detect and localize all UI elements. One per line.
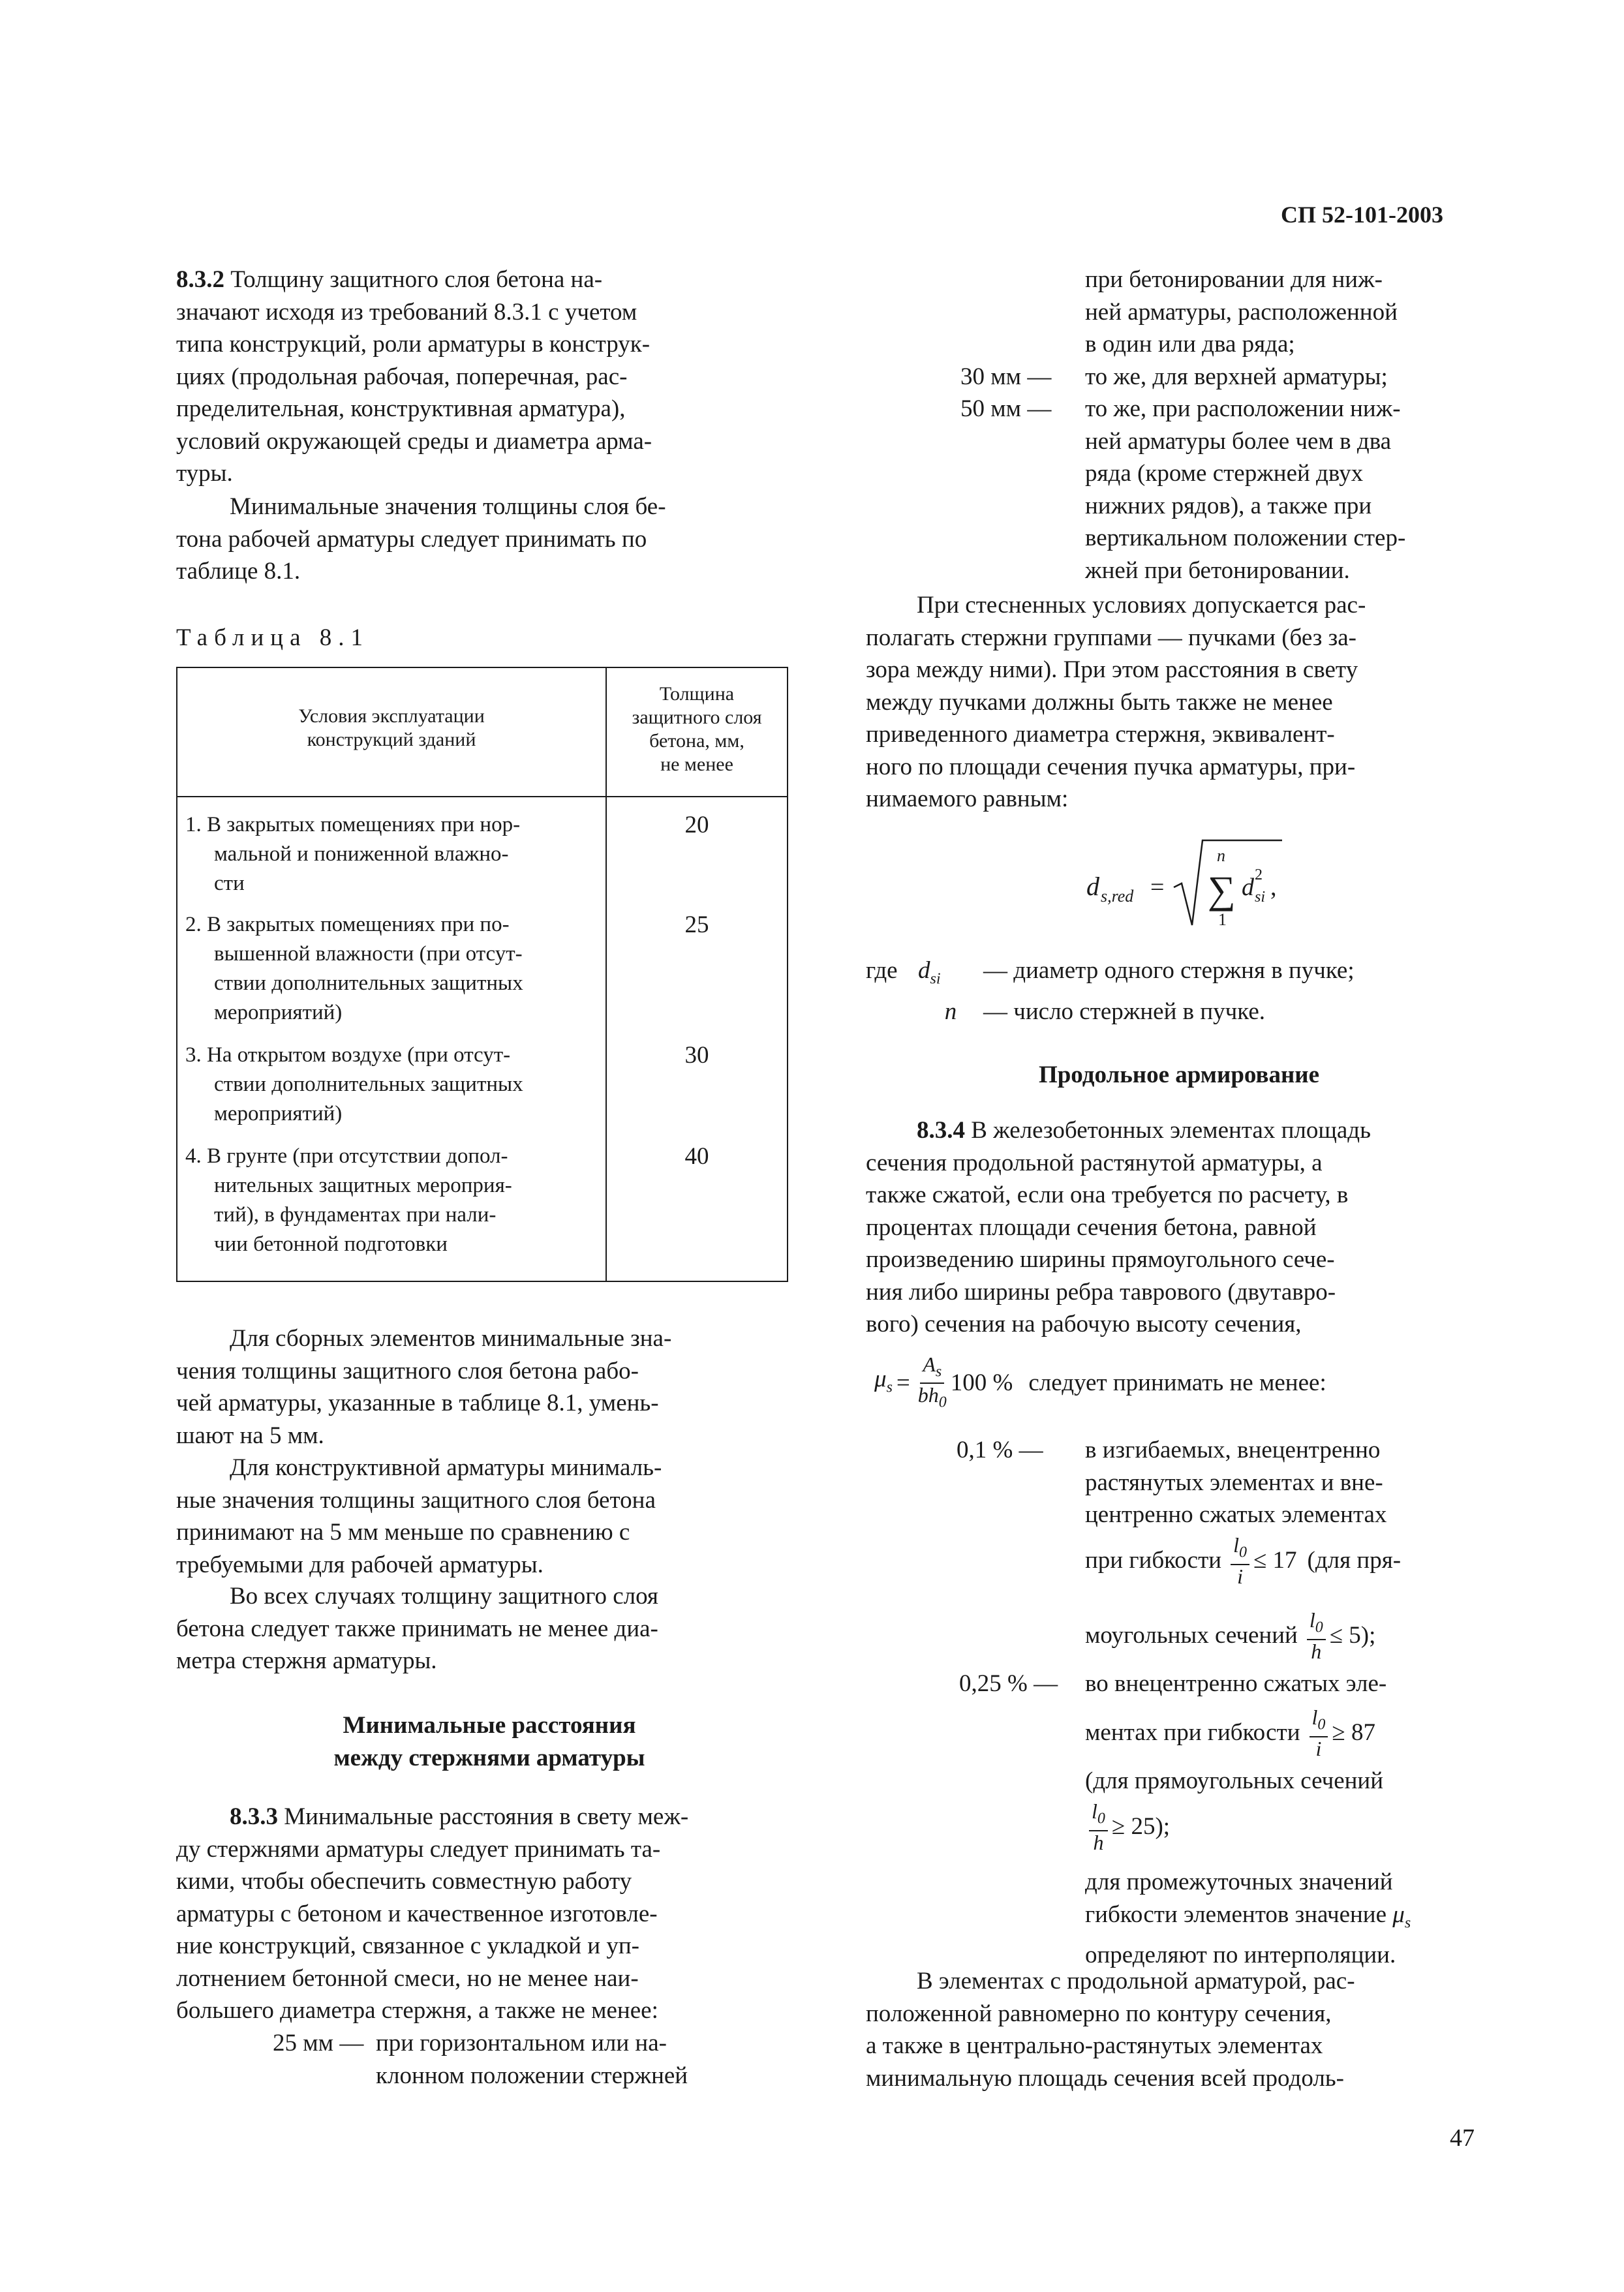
- line: также сжатой, если она требуется по расчету, в: [866, 1182, 1349, 1208]
- line: ряда (кроме стержней двух: [1085, 460, 1364, 487]
- line: а также в центрально-растянутых элементах: [866, 2032, 1323, 2059]
- line: сечения продольной растянутой арматуры, а: [866, 1149, 1323, 1176]
- slenderness-17-line: [1085, 1535, 1401, 1587]
- line: полагать стержни группами — пучками (без за-: [866, 624, 1356, 651]
- table-header-conditions: [177, 705, 605, 752]
- cell-line: 3. На открытом воздухе (при отсут-: [185, 1043, 511, 1067]
- cell-line: сти: [214, 872, 245, 895]
- line: значают исходя из требований 8.3.1 с учетом: [176, 298, 637, 326]
- line: нимаемого равным:: [866, 786, 1069, 812]
- table-header-divider: [177, 796, 787, 797]
- distance-25-text: [376, 2027, 806, 2092]
- formula-reduced-diameter: [1086, 835, 1334, 933]
- line: ней арматуры более чем в два: [1085, 427, 1392, 455]
- line: при бетонировании для ниж-: [1085, 266, 1383, 293]
- paragraph-precast: [176, 1322, 803, 1452]
- value-0-1-text: [1085, 1434, 1490, 1531]
- fraction-l0-i: $\frac{l_0}{i}$: [1310, 1706, 1328, 1759]
- text: ≥ 25);: [1111, 1813, 1171, 1841]
- percent-factor: 100 %: [950, 1369, 1013, 1397]
- line: нижних рядов), а также при: [1085, 492, 1372, 519]
- paragraph-bundles: [866, 589, 1492, 816]
- table-cell-value: 30: [684, 1042, 709, 1069]
- table-row: [185, 1041, 596, 1129]
- formula-graphic: [1086, 835, 1334, 933]
- text: моугольных сечений: [1085, 1622, 1298, 1649]
- header-line: не менее: [660, 754, 733, 775]
- text: при гибкости: [1085, 1547, 1222, 1574]
- line: таблице 8.1.: [176, 558, 301, 585]
- svg-text:=: =: [1150, 874, 1165, 901]
- value-0-25-line1: во внецентренно сжатых эле-: [1085, 1670, 1387, 1697]
- line: принимают на 5 мм меньше по сравнению с: [176, 1519, 630, 1546]
- line: Минимальные значения толщины слоя бе-: [230, 493, 666, 520]
- table-row: [185, 1142, 596, 1259]
- text: ментах при гибкости: [1085, 1719, 1300, 1747]
- paragraph-contour: [866, 1965, 1492, 2094]
- line: арматуры с бетоном и качественное изготовле-: [176, 1900, 658, 1927]
- document-code: СП 52-101-2003: [1281, 202, 1443, 228]
- value-0-25-line3: (для прямоугольных сечений: [1085, 1767, 1384, 1794]
- cell-line: ствии дополнительных защитных: [214, 1073, 523, 1096]
- fraction-l0-h: $\frac{l_0}{h}$: [1089, 1800, 1108, 1853]
- cell-line: тий), в фундаментах при нали-: [214, 1203, 497, 1227]
- rect-5-line: [1085, 1610, 1375, 1662]
- svg-text:s,red: s,red: [1101, 887, 1134, 906]
- cell-line: 2. В закрытых помещениях при по-: [185, 913, 510, 936]
- line: Толщину защитного слоя бетона на-: [230, 266, 603, 293]
- equals-sign: =: [896, 1369, 910, 1397]
- cell-line: чии бетонной подготовки: [214, 1232, 448, 1256]
- svg-text:1: 1: [1218, 910, 1227, 929]
- svg-text:2: 2: [1255, 866, 1263, 883]
- line: вого) сечения на рабочую высоту сечения,: [866, 1311, 1302, 1337]
- table-caption: Таблица 8.1: [176, 624, 369, 651]
- line: требуемыми для рабочей арматуры.: [176, 1551, 544, 1578]
- value-0-25-label: 0,25 % —: [959, 1670, 1058, 1697]
- paragraph-all-cases: [176, 1580, 803, 1677]
- line: жней при бетонировании.: [1085, 557, 1350, 584]
- paragraph-structural: [176, 1452, 803, 1581]
- text: ≤ 17: [1253, 1547, 1297, 1574]
- table-row: [185, 810, 596, 898]
- line: приведенного диаметра стержня, эквивалент-: [866, 721, 1335, 748]
- table-header-thickness: [607, 682, 787, 776]
- line: метра стержня арматуры.: [176, 1647, 437, 1674]
- line: Во всех случаях толщину защитного слоя: [230, 1583, 658, 1610]
- line: минимальную площадь сечения всей продоль-: [866, 2064, 1344, 2092]
- line: для промежуточных значений: [1085, 1869, 1393, 1895]
- svg-text:∑: ∑: [1208, 868, 1236, 911]
- line: гибкости элементов значение: [1085, 1901, 1387, 1928]
- interpolation-note: [1085, 1866, 1490, 1972]
- line: Минимальные расстояния в свету меж-: [284, 1803, 689, 1830]
- line: циях (продольная рабочая, поперечная, рас-: [176, 363, 628, 390]
- heading-line: Минимальные расстояния: [343, 1712, 636, 1739]
- page-number: 47: [1450, 2124, 1475, 2152]
- section-heading-longitudinal: Продольное армирование: [1038, 1062, 1320, 1088]
- line: В элементах с продольной арматурой, рас-: [917, 1968, 1355, 1994]
- cell-line: мероприятий): [214, 1001, 343, 1024]
- line: условий окружающей среды и диаметра арма-: [176, 427, 652, 455]
- line: определяют по интерполяции.: [1085, 1942, 1396, 1969]
- line: положенной равномерно по контуру сечения,: [866, 2000, 1332, 2027]
- line: бетона следует также принимать не менее диа-: [176, 1615, 658, 1642]
- cell-line: нительных защитных мероприя-: [214, 1174, 512, 1197]
- paragraph-8-3-2: [176, 264, 803, 490]
- value-0-1-label: 0,1 % —: [957, 1437, 1043, 1463]
- line: кими, чтобы обеспечить совместную работу: [176, 1868, 632, 1895]
- svg-text:,: ,: [1270, 874, 1277, 901]
- line: в один или два ряда;: [1085, 331, 1295, 358]
- line: ного по площади сечения пучка арматуры, при-: [866, 753, 1356, 780]
- header-line: бетона, мм,: [649, 730, 744, 752]
- clause-number: 8.3.3: [230, 1803, 278, 1830]
- line: зора между ними). При этом расстояния в свету: [866, 656, 1358, 683]
- svg-text:d: d: [1242, 874, 1254, 901]
- paragraph-8-3-4: [866, 1114, 1492, 1341]
- distance-30-text: то же, для верхней арматуры;: [1085, 363, 1388, 390]
- line: то же, при расположении ниж-: [1085, 395, 1401, 422]
- line: растянутых элементах и вне-: [1085, 1469, 1383, 1496]
- cell-line: мальной и пониженной влажно-: [214, 842, 509, 866]
- svg-text:si: si: [1255, 889, 1266, 906]
- line: вертикальном положении стер-: [1085, 525, 1406, 551]
- line: ния либо ширины ребра таврового (двутавро-: [866, 1278, 1336, 1306]
- symbol-dsi: $d_{si}$: [918, 957, 941, 988]
- line: туры.: [176, 460, 233, 487]
- paragraph-min-values: [176, 491, 803, 588]
- svg-text:d: d: [1086, 872, 1099, 901]
- section-heading-min-distances: [176, 1709, 803, 1774]
- where-dsi-description: — диаметр одного стержня в пучке;: [983, 957, 1355, 984]
- fraction-as-bh0: $\frac{A_s}{bh_0}$: [917, 1352, 947, 1411]
- formula-mu: [874, 1354, 1494, 1413]
- cell-line: ствии дополнительных защитных: [214, 971, 523, 995]
- clause-number: 8.3.4: [917, 1117, 965, 1144]
- distance-25-label: 25 мм —: [273, 2030, 364, 2056]
- distance-50-text: [1085, 393, 1490, 587]
- line: Для конструктивной арматуры минималь-: [230, 1454, 662, 1481]
- line: Для сборных элементов минимальные зна-: [230, 1325, 672, 1352]
- line: при горизонтальном или на-: [376, 2030, 667, 2056]
- fraction-l0-h: $\frac{l_0}{h}$: [1307, 1609, 1326, 1662]
- line: чей арматуры, указанные в таблице 8.1, умень-: [176, 1390, 659, 1416]
- where-n-description: — число стержней в пучке.: [983, 998, 1266, 1025]
- line: ные значения толщины защитного слоя бетона: [176, 1486, 656, 1514]
- table-cell-value: 20: [684, 812, 709, 838]
- line: ние конструкций, связанное с укладкой и уп-: [176, 1933, 639, 1959]
- cell-line: мероприятий): [214, 1102, 343, 1125]
- header-line: конструкций зданий: [307, 729, 476, 750]
- mu-requirement: следует принимать не менее:: [1028, 1369, 1326, 1397]
- line: шают на 5 мм.: [176, 1422, 324, 1449]
- header-line: Условия эксплуатации: [298, 705, 485, 727]
- where-word: где: [866, 957, 898, 984]
- line: В железобетонных элементах площадь: [971, 1117, 1371, 1144]
- line: центренно сжатых элементах: [1085, 1501, 1387, 1528]
- line: пределительная, конструктивная арматура),: [176, 395, 626, 422]
- table-row: [185, 910, 596, 1028]
- symbol-mu: $\mu_s$: [874, 1365, 893, 1396]
- line: типа конструкций, роли арматуры в конструк-: [176, 331, 651, 358]
- header-line: защитного слоя: [632, 707, 762, 728]
- svg-text:n: n: [1217, 846, 1225, 865]
- line: большего диаметра стержня, а также не менее:: [176, 1997, 658, 2024]
- line: в изгибаемых, внецентренно: [1085, 1437, 1381, 1463]
- text: ≤ 5);: [1329, 1622, 1376, 1649]
- line: произведению ширины прямоугольного сече-: [866, 1246, 1335, 1273]
- text: (для пря-: [1307, 1547, 1402, 1574]
- paragraph-8-3-3: [176, 1801, 803, 2027]
- heading-line: между стержнями арматуры: [333, 1744, 645, 1771]
- line: ду стержнями арматуры следует принимать та-: [176, 1835, 661, 1863]
- line: ней арматуры, расположенной: [1085, 298, 1398, 326]
- line: лотнением бетонной смеси, но не менее наи-: [176, 1964, 639, 1992]
- symbol-n: n: [944, 998, 957, 1025]
- line: процентах площади сечения бетона, равной: [866, 1214, 1317, 1241]
- slenderness-87-line: [1085, 1707, 1375, 1759]
- table-cell-value: 40: [684, 1143, 709, 1170]
- cell-line: вышенной влажности (при отсут-: [214, 942, 523, 966]
- distance-50-label: 50 мм —: [960, 395, 1052, 422]
- text: ≥ 87: [1332, 1719, 1375, 1747]
- cell-line: 1. В закрытых помещениях при нор-: [185, 813, 521, 836]
- rect-25-line: [1085, 1801, 1170, 1853]
- line: При стесненных условиях допускается рас-: [917, 592, 1366, 619]
- fraction-l0-i: $\frac{l_0}{i}$: [1231, 1534, 1249, 1587]
- distance-30-label: 30 мм —: [960, 363, 1052, 390]
- symbol-mu: $\mu_s$: [1392, 1901, 1411, 1931]
- line: между пучками должны быть также не менее: [866, 688, 1333, 716]
- line: чения толщины защитного слоя бетона рабо-: [176, 1357, 639, 1384]
- table-8-1: [176, 667, 788, 1282]
- distance-25-continued: [1085, 264, 1490, 361]
- clause-number: 8.3.2: [176, 266, 224, 293]
- cell-line: 4. В грунте (при отсутствии допол-: [185, 1144, 508, 1168]
- table-cell-value: 25: [684, 911, 709, 938]
- line: клонном положении стержней: [376, 2062, 688, 2089]
- where-block: [866, 955, 1492, 1028]
- line: тона рабочей арматуры следует принимать по: [176, 525, 647, 553]
- header-line: Толщина: [659, 683, 735, 705]
